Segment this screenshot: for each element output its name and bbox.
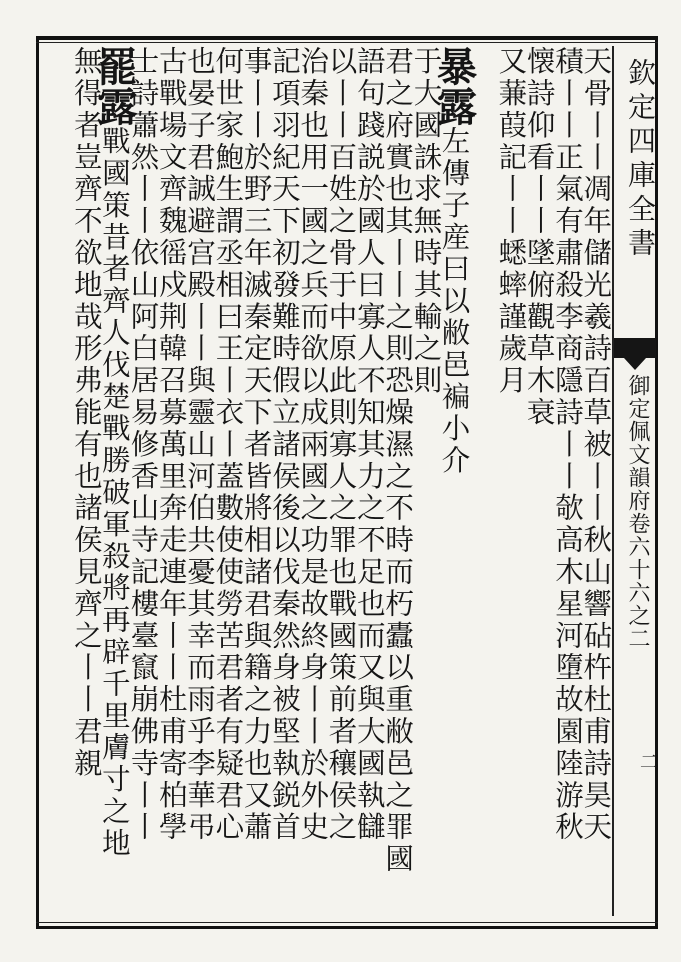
column-text [267, 46, 301, 916]
column-body: 又蒹葭記丨丨蟋蟀謹歲月 [494, 46, 528, 397]
column-text [550, 46, 584, 916]
column-text [579, 46, 613, 916]
column-text [352, 46, 386, 916]
column-body: 懐詩仰看丨丨墜俯觀草木衰 [522, 46, 556, 429]
column-body: 積丨丨正氣有肅殺李商隱詩丨丨欹高木星河墮故園陸游秋 [550, 46, 584, 844]
column-text [296, 46, 330, 916]
column-text [324, 46, 358, 916]
column-body: 語句踐説於國人曰寡人不知其力之不足也而又與大國執讎 [352, 46, 386, 844]
column-body: 左傳子産曰以敝邑褊小介 [437, 126, 471, 477]
column-body: 何世家鮑生謂丞相曰王丨衣丨蓋數使使勞苦君者有疑君心 [211, 46, 245, 844]
column-body: 以丨丨百姓之骨于中原此則寡人之罪也戰國策前者穰侯之 [324, 46, 358, 844]
column-body: 戰國策昔者齊人伐楚戰勝破軍殺將再辟千里膚寸之地 [97, 126, 131, 860]
headword: 罷露 [90, 46, 138, 126]
column-body: 治秦也用一國之兵而欲以成兩國之功是故終身丨丨於外史 [296, 46, 330, 844]
column-body: 古戰場文齊魏徭戍荆韓召募萬里奔走連年丨丨杜甫寄柏學 [154, 46, 188, 844]
column-body: 無得者豈齊不欲地哉形弗能有也諸侯見齊之丨丨君親 [69, 46, 103, 780]
column-text [522, 46, 556, 916]
column-body: 事丨丨於野三年滅秦定天下者皆將相諸君與籍之力也又蕭 [239, 46, 273, 844]
fish-tail-mark [614, 338, 656, 358]
column-text [211, 46, 245, 916]
column-body: 也晏子君誠避宫殿丨丨與靈山河伯共憂其幸而雨乎李華弔 [183, 46, 217, 844]
column-body: 天骨丨丨凋年儲光羲詩百草被丨丨秋山響砧杵杜甫詩昊天 [579, 46, 613, 844]
column-body: 于大國誅求無時其輸之則 [409, 46, 443, 397]
column-body: 君之府實也其丨丨之則恐燥濕之不時而朽蠹以重敝邑之罪國 [381, 46, 415, 876]
column-body: 記項羽紀天下初發難時假立諸侯後以伐秦然身被堅執鋭首 [267, 46, 301, 844]
column-body: 士詩蕭然丨丨依山阿白居易修香山寺記樓臺竄崩佛寺丨丨 [126, 46, 160, 844]
column-text [239, 46, 273, 916]
margin-column [612, 46, 658, 916]
text-column [69, 46, 103, 916]
column-text [69, 46, 103, 916]
bottom-rule [36, 922, 658, 923]
book-title: 欽定四庫全書 [624, 58, 657, 262]
volume-label: 御定佩文韻府卷六十六之二 [625, 374, 650, 650]
headword: 暴露 [430, 46, 478, 126]
column-text [154, 46, 188, 916]
column-text [409, 46, 443, 916]
column-text [183, 46, 217, 916]
column-text [494, 46, 528, 916]
column-text [381, 46, 415, 916]
top-rule [36, 42, 658, 43]
page-number: 二 [640, 752, 658, 773]
